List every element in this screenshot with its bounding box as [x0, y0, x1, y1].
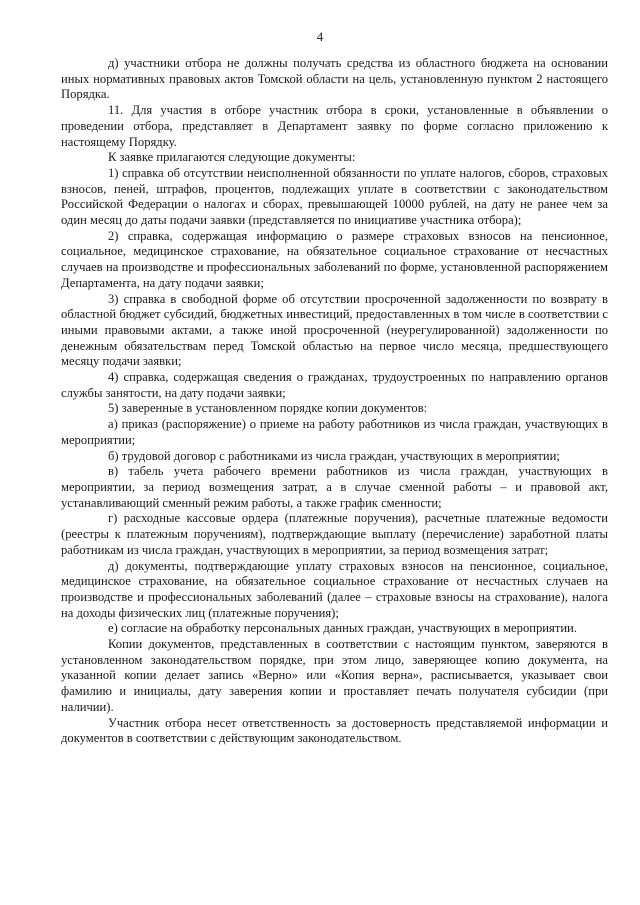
- paragraph-attached-documents: К заявке прилагаются следующие документы:: [108, 150, 356, 165]
- paragraph-11-application: 11. Для участия в отборе участник отбора в сроки, установленные в объявлении о проведении отбора, представляет в Департамент заявку по форме согласно приложению к настоящему Порядку.: [61, 103, 608, 149]
- paragraph-item-5b: б) трудовой договор с работниками из числа граждан, участвующих в мероприятии;: [108, 448, 560, 463]
- paragraph-item-5a: а) приказ (распоряжение) о приеме на работу работников из числа граждан, участвующих в мероприятии;: [61, 417, 608, 447]
- paragraph-item-5d: д) документы, подтверждающие уплату страховых взносов на пенсионное, социальное, медицинское страхование, на обязательное социальное страхование от несчастных случаев на производстве и профессиональных заболеваний (далее – страховые взносы на страхование), налога на доходы физических лиц (платежные поручения);: [61, 558, 608, 620]
- paragraph-item-5: 5) заверенные в установленном порядке копии документов:: [108, 401, 428, 416]
- paragraph-item-3: 3) справка в свободной форме об отсутствии просроченной задолженности по возврату в областной бюджет субсидий, бюджетных инвестиций, предоставленных в том числе в соответствии с иными правовыми актами, а также иной просроченной (неурегулированной) задолженности по денежным обязательствам перед Томской областью на первое число месяца, предшествующего месяцу подачи заявки;: [61, 291, 608, 369]
- paragraph-d-participants: д) участники отбора не должны получать средства из областного бюджета на основании иных нормативных правовых актов Томской области на цель, установленную пунктом 2 настоящего Порядка.: [61, 56, 608, 102]
- paragraph-copies-certification: Копии документов, представленных в соответствии с настоящим пунктом, заверяются в установленном законодательством порядке, при этом лицо, заверяющее копию документа, на указанной копии делает запись «Верно» или «Копия верна», расписывается, указывает свои фамилию и инициалы, дату заверения копии и проставляет печать получателя субсидии (при наличии).: [61, 637, 608, 714]
- paragraph-item-5v: в) табель учета рабочего времени работников из числа граждан, участвующих в мероприятии, за период возмещения затрат, а в случае сменной работы – и правовой акт, устанавливающий сменный режим работы, а также график сменности;: [61, 464, 608, 510]
- paragraph-item-5e: е) согласие на обработку персональных данных граждан, участвующих в мероприятии.: [108, 621, 577, 636]
- paragraph-item-2: 2) справка, содержащая информацию о размере страховых взносов на пенсионное, социальное, медицинское страхование, на обязательное социальное страхование от несчастных случаев на производстве и профессиональных заболеваний по форме, установленной распоряжением Департамента, на дату подачи заявки;: [61, 228, 608, 290]
- paragraph-item-4: 4) справка, содержащая сведения о гражданах, трудоустроенных по направлению органов службы занятости, на дату подачи заявки;: [61, 370, 608, 400]
- paragraph-responsibility: Участник отбора несет ответственность за достоверность представляемой информации и документов в соответствии с действующим законодательством.: [61, 715, 608, 746]
- paragraph-item-5g: г) расходные кассовые ордера (платежные поручения), расчетные платежные ведомости (реестры к платежным поручениям), подтверждающие выплату (перечисление) заработной платы работникам из числа граждан, участвующих в мероприятии, за период возмещения затрат;: [61, 511, 608, 557]
- page-number: 4: [316, 29, 324, 44]
- document-body: [61, 56, 608, 747]
- paragraph-item-1: 1) справка об отсутствии неисполненной обязанности по уплате налогов, сборов, страховых взносов, пеней, штрафов, процентов, подлежащих уплате в соответствии с законодательством Российской Федерации о налогах и сборах, превышающей 10000 рублей, на дату не ранее чем за один месяц до даты подачи заявки (представляется по инициативе участника отбора);: [61, 165, 608, 228]
